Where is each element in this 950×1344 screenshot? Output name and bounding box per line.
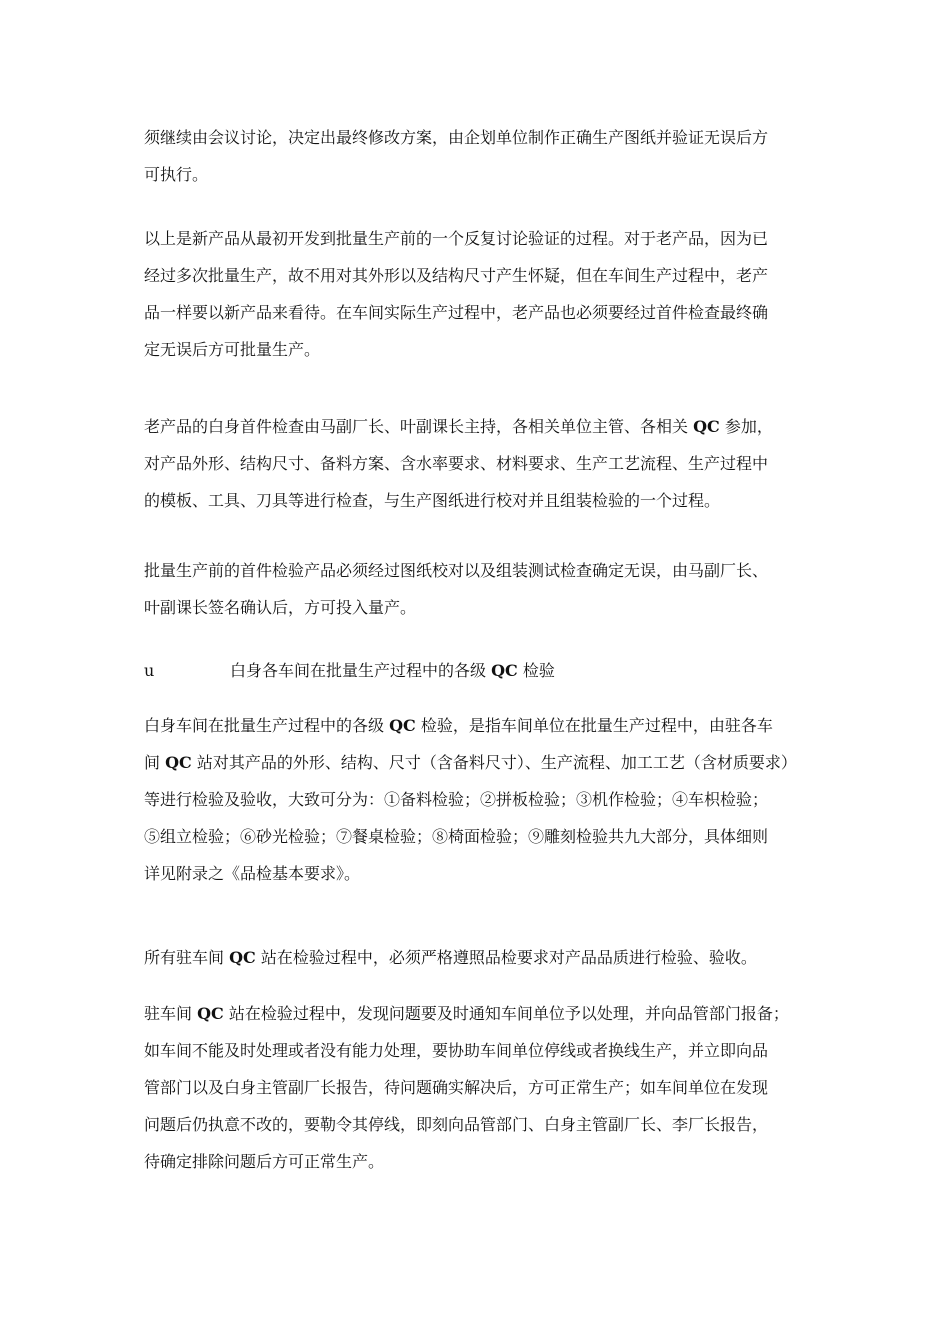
paragraph-5 bbox=[144, 707, 809, 892]
text-line: 对产品外形、结构尺寸、备料方案、含水率要求、材料要求、生产工艺流程、生产过程中 bbox=[144, 454, 769, 473]
text-line: 以上是新产品从最初开发到批量生产前的一个反复讨论验证的过程。对于老产品，因为已 bbox=[144, 229, 769, 248]
text-line: 详见附录之《品检基本要求》。 bbox=[144, 864, 361, 883]
text-line: 白身车间在批量生产过程中的各级 QC 检验，是指车间单位在批量生产过程中，由驻各车 bbox=[144, 716, 773, 735]
paragraph-3 bbox=[144, 408, 809, 519]
text-line: 批量生产前的首件检验产品必须经过图纸校对以及组装测试检查确定无误，由马副厂长、 bbox=[144, 561, 769, 580]
text-line: 所有驻车间 QC 站在检验过程中，必须严格遵照品检要求对产品品质进行检验、验收。 bbox=[144, 948, 757, 967]
text-line: 的模板、工具、刀具等进行检查，与生产图纸进行校对并且组装检验的一个过程。 bbox=[144, 491, 721, 510]
paragraph-4 bbox=[144, 552, 809, 626]
text-line: 须继续由会议讨论，决定出最终修改方案，由企划单位制作正确生产图纸并验证无误后方 bbox=[144, 128, 769, 147]
text-line: 等进行检验及验收，大致可分为：①备料检验；②拼板检验；③机作检验；④车枳检验； bbox=[144, 790, 769, 809]
text-line: 问题后仍执意不改的，要勒令其停线，即刻向品管部门、白身主管副厂长、李厂长报告， bbox=[144, 1115, 769, 1134]
text-line: 经过多次批量生产，故不用对其外形以及结构尺寸产生怀疑，但在车间生产过程中，老产 bbox=[144, 266, 769, 285]
text-line: 待确定排除问题后方可正常生产。 bbox=[144, 1152, 385, 1171]
section-heading-text: 白身各车间在批量生产过程中的各级 QC 检验 bbox=[230, 661, 555, 680]
text-line: 间 QC 站对其产品的外形、结构、尺寸（含备料尺寸）、生产流程、加工工艺（含材质要求） bbox=[144, 753, 797, 772]
text-line: 定无误后方可批量生产。 bbox=[144, 340, 321, 359]
text-line: 管部门以及白身主管副厂长报告，待问题确实解决后，方可正常生产；如车间单位在发现 bbox=[144, 1078, 769, 1097]
bullet-icon: u bbox=[144, 661, 155, 680]
text-line: 叶副课长签名确认后，方可投入量产。 bbox=[144, 598, 417, 617]
paragraph-7 bbox=[144, 995, 809, 1180]
paragraph-6 bbox=[144, 939, 809, 976]
text-line: 老产品的白身首件检查由马副厂长、叶副课长主持，各相关单位主管、各相关 QC 参加， bbox=[144, 417, 773, 436]
paragraph-1 bbox=[144, 119, 809, 193]
text-line: ⑤组立检验；⑥砂光检验；⑦餐桌检验；⑧椅面检验；⑨雕刻检验共九大部分，具体细则 bbox=[144, 827, 769, 846]
section-heading bbox=[144, 652, 809, 689]
text-line: 品一样要以新产品来看待。在车间实际生产过程中，老产品也必须要经过首件检查最终确 bbox=[144, 303, 769, 322]
paragraph-2 bbox=[144, 220, 809, 368]
text-line: 可执行。 bbox=[144, 165, 209, 184]
text-line: 驻车间 QC 站在检验过程中，发现问题要及时通知车间单位予以处理，并向品管部门报备； bbox=[144, 1004, 789, 1023]
text-line: 如车间不能及时处理或者没有能力处理，要协助车间单位停线或者换线生产，并立即向品 bbox=[144, 1041, 769, 1060]
